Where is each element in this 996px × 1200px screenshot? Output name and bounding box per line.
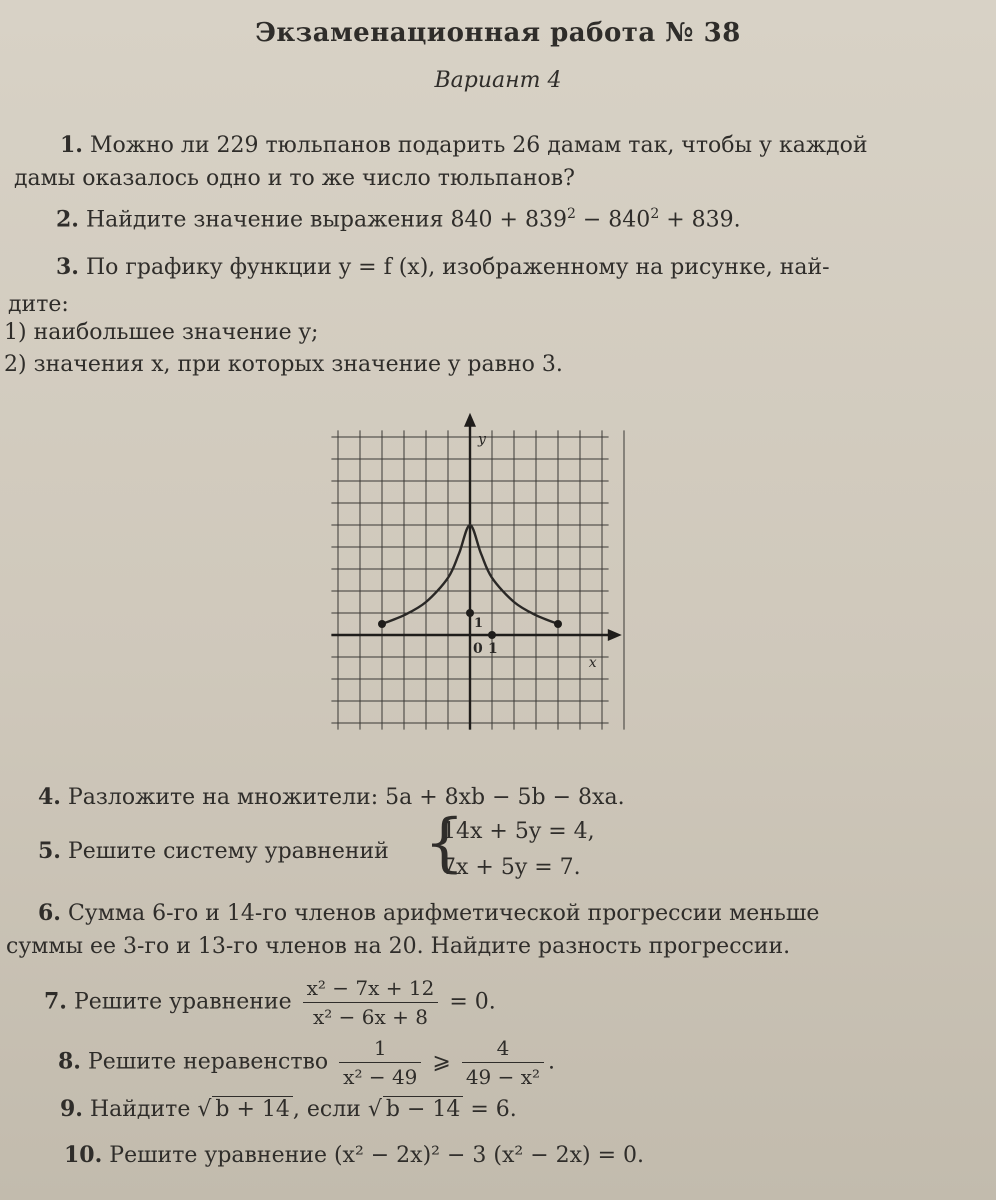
task-7-fraction	[303, 976, 439, 1029]
task-8-numerator-2: 4	[462, 1036, 544, 1063]
task-3-line-1	[56, 254, 830, 280]
task-7-numerator: x² − 7x + 12	[303, 976, 439, 1003]
y-axis-label: y	[478, 431, 486, 448]
task-5-text: Решите систему уравнений	[67, 839, 389, 864]
task-8-numerator-1: 1	[339, 1036, 421, 1063]
x-axis-arrow-icon	[608, 629, 622, 641]
curve-endpoint	[554, 620, 562, 628]
graph-grid	[331, 430, 624, 729]
task-10-number: 10.	[64, 1142, 103, 1168]
task-5	[38, 838, 389, 864]
task-8-tail: .	[548, 1049, 556, 1075]
task-9-radicand-2: b − 14	[383, 1096, 464, 1122]
task-3-sub-1: 1) наибольшее значение y;	[4, 320, 319, 345]
equation-system	[442, 814, 595, 886]
task-6-number: 6.	[38, 900, 61, 926]
task-9-text: Найдите	[89, 1097, 191, 1122]
equation-2: 7x + 5y = 7.	[442, 855, 581, 880]
task-1-text: Можно ли 229 тюльпанов подарить 26 дамам так, чтобы у каждой	[89, 133, 868, 158]
task-9-number: 9.	[60, 1096, 83, 1122]
page-title: Экзаменационная работа № 38	[255, 18, 741, 48]
sqrt-sign-icon: √	[367, 1097, 382, 1122]
task-1-number: 1.	[60, 132, 83, 158]
function-graph	[300, 400, 640, 740]
task-2-middle: − 840	[575, 207, 651, 233]
task-2-power-1: 2	[566, 206, 576, 222]
task-9-tail: = 6.	[463, 1097, 517, 1122]
task-3-sub-2: 2) значения x, при которых значение y равно 3.	[4, 352, 563, 377]
curve-endpoint	[378, 620, 386, 628]
origin-label: 0	[473, 641, 483, 657]
task-9	[60, 1096, 517, 1122]
task-2-tail: + 839.	[659, 207, 741, 233]
task-10-text: Решите уравнение (x² − 2x)² − 3 (x² − 2x) = 0.	[109, 1143, 645, 1168]
task-5-number: 5.	[38, 838, 61, 864]
task-4	[38, 784, 625, 810]
task-8-number: 8.	[58, 1048, 81, 1075]
task-7-tail: = 0.	[449, 989, 496, 1015]
task-7-number: 7.	[44, 988, 67, 1015]
task-2	[56, 206, 741, 232]
task-8-text: Решите неравенство	[87, 1049, 329, 1075]
task-7-text: Решите уравнение	[73, 989, 292, 1015]
task-1-line-1	[60, 132, 868, 158]
unit-x-label: 1	[488, 641, 498, 657]
task-10	[64, 1142, 644, 1168]
y-axis-arrow-icon	[464, 413, 476, 427]
task-8-fraction-1	[339, 1036, 421, 1089]
task-9-radicand-1: b + 14	[212, 1096, 293, 1122]
unit-y-label: 1	[474, 616, 484, 631]
task-8-fraction-2	[462, 1036, 544, 1089]
task-8-sign: ⩾	[432, 1049, 451, 1075]
equation-1: 14x + 5y = 4,	[442, 819, 595, 844]
task-7	[44, 976, 496, 1029]
task-4-number: 4.	[38, 784, 61, 810]
task-1-line-2: дамы оказалось одно и то же число тюльпанов?	[14, 166, 575, 191]
graph-axes	[331, 413, 621, 730]
task-6-line-1	[38, 900, 819, 926]
sqrt-sign-icon: √	[197, 1097, 212, 1122]
task-7-denominator: x² − 6x + 8	[313, 1005, 428, 1029]
task-8-denominator-2: 49 − x²	[465, 1065, 541, 1089]
unit-point	[466, 609, 474, 617]
task-3-text: По графику функции y = f (x), изображенному на рисунке, най-	[85, 255, 830, 280]
unit-point	[488, 631, 496, 639]
task-4-text: Разложите на множители: 5a + 8xb − 5b − 8xa.	[67, 785, 625, 810]
task-3-number: 3.	[56, 254, 79, 280]
task-6-text: Сумма 6-го и 14-го членов арифметической прогрессии меньше	[67, 901, 820, 926]
variant-subtitle: Вариант 4	[434, 68, 562, 93]
task-8-denominator-1: x² − 49	[343, 1065, 418, 1089]
task-8	[58, 1036, 555, 1089]
task-9-middle: , если	[292, 1097, 361, 1122]
task-3-line-2: дите:	[8, 292, 69, 317]
x-axis-label: x	[588, 655, 597, 671]
task-6-line-2: суммы ее 3-го и 13-го членов на 20. Найдите разность прогрессии.	[6, 934, 791, 959]
task-2-power-2: 2	[650, 206, 660, 222]
task-2-number: 2.	[56, 206, 79, 233]
system-brace: {	[424, 806, 465, 880]
task-2-text: Найдите значение выражения 840 + 839	[85, 207, 567, 233]
